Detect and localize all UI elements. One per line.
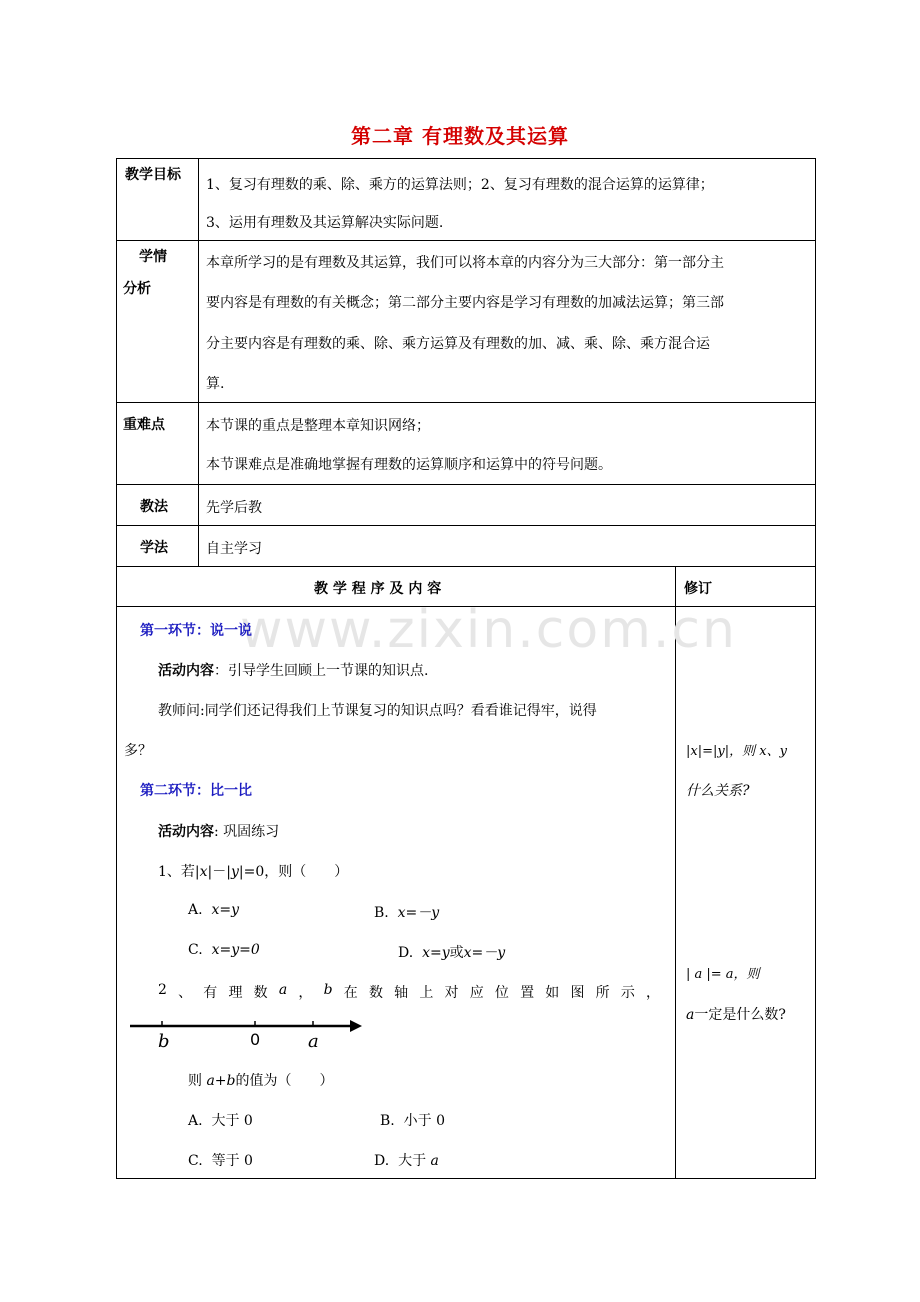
question-2-option-b (380, 1110, 445, 1130)
analysis-line-4: 算. (206, 376, 225, 392)
stem-glyph: 轴 (394, 985, 409, 1001)
activity-text: : 巩固练习 (214, 824, 280, 840)
question-2-ask (188, 1070, 334, 1090)
stem-glyph: b (323, 982, 333, 998)
learning-method-value: 自主学习 (206, 541, 262, 557)
note-text: a (686, 1007, 695, 1023)
number-line-figure (124, 1014, 374, 1054)
option-text: 大于 (398, 1153, 427, 1169)
row-divider (116, 566, 816, 567)
goals-label: 教学目标 (125, 167, 181, 183)
analysis-line-3: 分主要内容是有理数的乘、除、乘方运算及有理数的加、减、乘、除、乘方混合运 (206, 336, 710, 352)
table-left-border (116, 158, 117, 1179)
option-text: x=y=0 (211, 942, 260, 958)
watermark: www.zixin.com.cn (240, 600, 737, 660)
number-line-arrow (350, 1020, 362, 1032)
teaching-method-label: 教法 (140, 499, 168, 515)
table-top-border (116, 158, 816, 159)
revision-header: 修订 (684, 581, 712, 597)
teaching-method-value: 先学后教 (206, 500, 262, 516)
stem-glyph: 如 (545, 985, 560, 1001)
question-2-option-a (188, 1110, 253, 1130)
note-text: 一定是什么数? (694, 1007, 786, 1023)
stem-text: 的值为（ ） (235, 1073, 334, 1089)
stem-text: |－| (207, 864, 231, 880)
option-text: 小于 0 (403, 1113, 446, 1129)
question-1-stem (158, 861, 348, 881)
note-text: x、y (759, 744, 787, 759)
row-divider (116, 484, 816, 485)
label-column-divider (198, 158, 199, 566)
question-1-option-c (188, 942, 260, 958)
stem-glyph: 2 (158, 982, 167, 998)
learning-method-label: 学法 (140, 540, 168, 556)
axis-label-b: b (158, 1031, 170, 1052)
analysis-line-1: 本章所学习的是有理数及其运算，我们可以将本章的内容分为三大部分：第一部分主 (206, 255, 724, 271)
stem-glyph: 应 (469, 985, 484, 1001)
analysis-label-2: 分析 (123, 281, 151, 297)
key-points-label: 重难点 (123, 417, 165, 433)
axis-label-zero: 0 (250, 1030, 261, 1049)
section-2-title: 第二环节：比一比 (140, 783, 252, 799)
stem-glyph: ， (646, 985, 660, 1001)
stem-glyph: 有 (203, 985, 218, 1001)
option-text: x=y (422, 945, 450, 961)
stem-text: 则 (188, 1073, 202, 1089)
stem-glyph: ， (298, 985, 313, 1001)
option-label: A. (188, 1113, 203, 1129)
analysis-line-2: 要内容是有理数的有关概念；第二部分主要内容是学习有理数的加减法运算；第三部 (206, 295, 724, 311)
note-text: |x|=|y|，则 (686, 744, 756, 759)
row-divider (116, 525, 816, 526)
stem-glyph: 在 (343, 985, 358, 1001)
question-1-option-d (398, 942, 505, 962)
option-label: C. (188, 1153, 203, 1169)
row-divider (116, 240, 816, 241)
option-text: 等于 0 (211, 1153, 253, 1169)
stem-glyph: 数 (368, 985, 383, 1001)
revision-note-2-question (686, 1004, 786, 1024)
variable-x: x (199, 864, 208, 880)
question-2-option-c (188, 1150, 253, 1170)
option-variable: a (430, 1153, 439, 1169)
activity-label: 活动内容 (158, 824, 214, 840)
revision-note-1-question (686, 780, 750, 800)
analysis-label-1: 学情 (139, 249, 167, 265)
stem-glyph: a (278, 982, 288, 998)
question-1-option-b (374, 902, 439, 922)
row-divider (116, 402, 816, 403)
stem-glyph: 上 (419, 985, 434, 1001)
table-bottom-border (116, 1178, 816, 1179)
note-text: 什么关系? (686, 783, 750, 799)
document-title: 第二章 有理数及其运算 (351, 124, 569, 148)
table-right-border (815, 158, 816, 1179)
option-label: D. (398, 945, 414, 961)
key-points-line-2: 本节课难点是准确地掌握有理数的运算顺序和运算中的符号问题。 (206, 457, 612, 473)
goals-line-1: 1、复习有理数的乘、除、乘方的运算法则；2、复习有理数的混合运算的运算律； (206, 177, 714, 193)
option-label: A. (188, 902, 203, 918)
section-2-activity (158, 821, 279, 841)
activity-text: ：引导学生回顾上一节课的知识点. (214, 663, 429, 679)
stem-glyph: 、 (178, 985, 193, 1001)
question-2-stem (158, 982, 660, 1002)
variable-sum: a+b (206, 1073, 236, 1089)
option-text: 或 (449, 945, 464, 961)
teacher-question-line-2: 多？ (124, 743, 152, 759)
activity-label: 活动内容 (158, 663, 214, 679)
revision-note-1 (686, 740, 787, 759)
stem-text: |=0，则（ ） (238, 864, 349, 880)
option-text: x=y (211, 902, 240, 918)
key-points-line-1: 本节课的重点是整理本章知识网络； (206, 418, 430, 434)
option-text: 大于 0 (211, 1113, 253, 1129)
stem-glyph: 所 (595, 985, 610, 1001)
section-1-activity (158, 660, 428, 680)
stem-glyph: 图 (570, 985, 585, 1001)
option-label: C. (188, 942, 203, 958)
variable-y: y (230, 864, 239, 880)
stem-glyph: 对 (444, 985, 459, 1001)
option-text: x=－y (397, 905, 440, 921)
procedure-header: 教 学 程 序 及 内 容 (314, 581, 442, 597)
stem-glyph: 数 (253, 985, 268, 1001)
goals-line-2: 3、运用有理数及其运算解决实际问题. (206, 215, 444, 231)
stem-text: 1、若| (158, 864, 200, 880)
axis-label-a: a (308, 1031, 319, 1052)
section-1-title: 第一环节：说一说 (140, 623, 252, 639)
stem-glyph: 示 (620, 985, 635, 1001)
stem-glyph: 理 (228, 985, 243, 1001)
stem-glyph: 位 (494, 985, 509, 1001)
question-1-option-a (188, 902, 239, 918)
option-label: B. (374, 905, 389, 921)
teacher-question-line-1: 教师问:同学们还记得我们上节课复习的知识点吗？看看谁记得牢，说得 (158, 703, 597, 719)
option-label: D. (374, 1153, 390, 1169)
option-text: x=－y (463, 945, 506, 961)
stem-glyph: 置 (520, 985, 535, 1001)
option-label: B. (380, 1113, 395, 1129)
note-text: | a |= a，则 (686, 967, 760, 982)
revision-note-2 (686, 963, 760, 982)
question-2-option-d (374, 1150, 439, 1170)
